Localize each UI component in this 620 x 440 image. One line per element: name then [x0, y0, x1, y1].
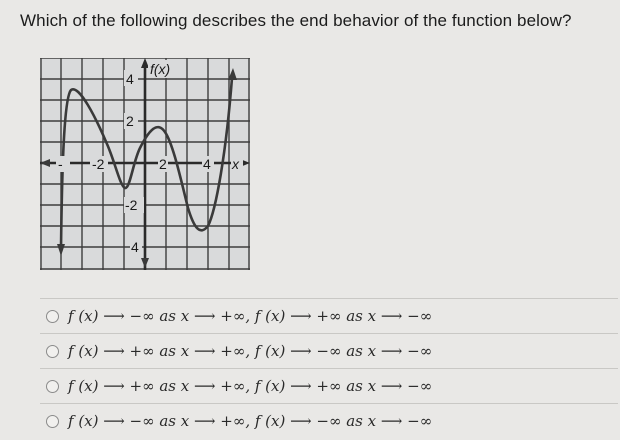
radio-button[interactable]	[46, 310, 59, 323]
tick-label-x-neg2: -2	[92, 156, 105, 172]
radio-button[interactable]	[46, 380, 59, 393]
answer-option[interactable]	[40, 298, 618, 333]
question-text: Which of the following describes the end behavior of the function below?	[20, 11, 572, 30]
tick-label-x-pos2: 2	[159, 156, 167, 172]
function-graph	[40, 58, 250, 270]
tick-label-x-neg4: -	[58, 156, 63, 172]
axis-label-y: f(x)	[150, 61, 171, 77]
tick-label-y-pos2: 2	[126, 113, 134, 129]
radio-button[interactable]	[46, 415, 59, 428]
tick-label-y-neg4: 4	[131, 239, 139, 255]
answer-option[interactable]	[40, 333, 618, 368]
answer-option[interactable]	[40, 403, 618, 438]
radio-button[interactable]	[46, 345, 59, 358]
answer-options	[40, 298, 618, 438]
answer-option[interactable]	[40, 368, 618, 403]
tick-label-x-pos4: 4	[203, 156, 211, 172]
tick-label-y-neg2: -2	[125, 197, 138, 213]
answer-option-label: f (x) ⟶ −∞ as x ⟶ +∞, f (x) ⟶ −∞ as x ⟶ −∞	[68, 412, 433, 430]
answer-option-label: f (x) ⟶ +∞ as x ⟶ +∞, f (x) ⟶ −∞ as x ⟶ −∞	[68, 342, 433, 360]
answer-option-label: f (x) ⟶ −∞ as x ⟶ +∞, f (x) ⟶ +∞ as x ⟶ −∞	[68, 307, 433, 325]
answer-option-label: f (x) ⟶ +∞ as x ⟶ +∞, f (x) ⟶ +∞ as x ⟶ −∞	[68, 377, 433, 395]
tick-label-y-pos4: 4	[126, 71, 134, 87]
axis-label-x: x	[232, 156, 239, 172]
